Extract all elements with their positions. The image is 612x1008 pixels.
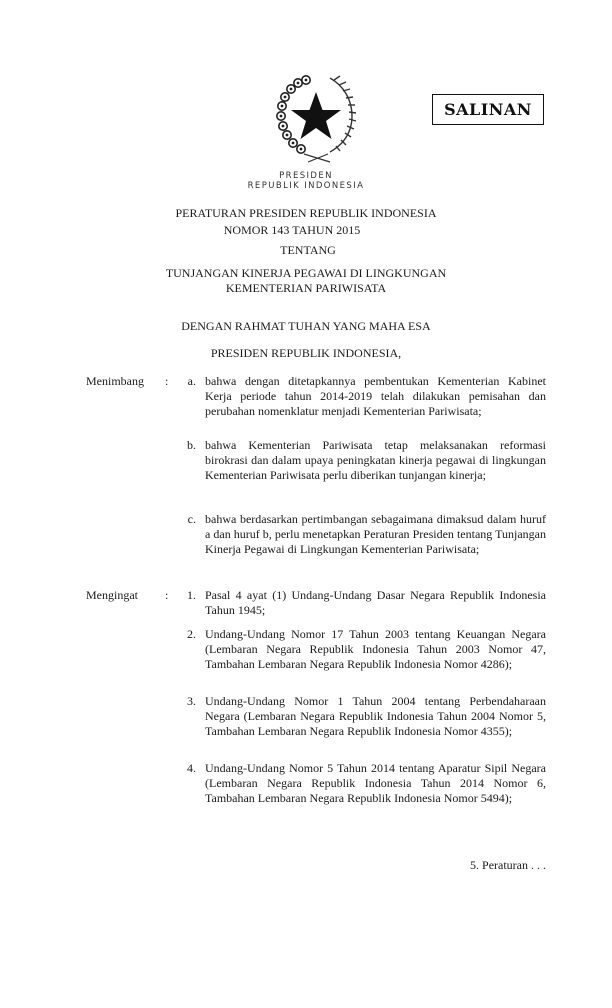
mengingat-label: Mengingat xyxy=(86,588,138,602)
mengingat-colon: : xyxy=(165,588,169,602)
mengingat-item-3: Undang-Undang Nomor 1 Tahun 2004 tentang Perbendaharaan Negara (Lembaran Negara Republik Indonesia Tahun 2004 Nomor 5, Tambahan Lembaran Negara Republik Indonesia Nomor 4355); xyxy=(205,694,546,738)
regulation-title: PERATURAN PRESIDEN REPUBLIK INDONESIA xyxy=(175,206,437,220)
regulation-subject-line2: KEMENTERIAN PARIWISATA xyxy=(225,281,387,295)
mengingat-marker-2: 2. xyxy=(187,627,196,641)
page-continuation: 5. Peraturan . . . xyxy=(470,858,546,872)
menimbang-item-a: bahwa dengan ditetapkannya pembentukan Kementerian Kabinet Kerja periode tahun 2014-2019 telah dilakukan pemisahan dan perubahan nomenklatur menjadi Kementerian Pariwisata; xyxy=(205,374,546,418)
mengingat-marker-4: 4. xyxy=(187,761,196,775)
mengingat-item-2: Undang-Undang Nomor 17 Tahun 2003 tentang Keuangan Negara (Lembaran Negara Republik Indonesia Tahun 2003 Nomor 47, Tambahan Lembaran Negara Republik Indonesia Nomor 4286); xyxy=(205,627,546,671)
regulation-number: NOMOR 143 TAHUN 2015 xyxy=(223,223,361,237)
menimbang-marker-a: a. xyxy=(187,374,196,388)
mengingat-marker-1: 1. xyxy=(187,588,196,602)
menimbang-item-c: bahwa berdasarkan pertimbangan sebagaimana dimaksud dalam huruf a dan huruf b, perlu menetapkan Peraturan Presiden tentang Tunjangan Kinerja Pegawai di Lingkungan Kementerian Pariwisata; xyxy=(205,512,546,556)
menimbang-marker-c: c. xyxy=(187,512,196,526)
mengingat-item-1: Pasal 4 ayat (1) Undang-Undang Dasar Negara Republik Indonesia Tahun 1945; xyxy=(205,588,546,617)
invocation: DENGAN RAHMAT TUHAN YANG MAHA ESA xyxy=(181,319,431,333)
mengingat-marker-3: 3. xyxy=(187,694,196,708)
salinan-label: SALINAN xyxy=(444,100,532,119)
menimbang-label: Menimbang xyxy=(86,374,144,388)
office-line-republic: REPUBLIK INDONESIA xyxy=(247,181,365,191)
menimbang-item-b: bahwa Kementerian Pariwisata tetap melaksanakan reformasi birokrasi dan dalam upaya peningkatan kinerja pegawai di lingkungan Kementerian Pariwisata perlu diberikan tunjangan kinerja; xyxy=(205,438,546,482)
regulation-subject-line1: TUNJANGAN KINERJA PEGAWAI DI LINGKUNGAN xyxy=(165,266,447,280)
menimbang-colon: : xyxy=(165,374,169,388)
salinan-stamp xyxy=(432,94,544,125)
issuer: PRESIDEN REPUBLIK INDONESIA, xyxy=(210,346,402,360)
regulation-about: TENTANG xyxy=(280,243,336,257)
office-line-president: PRESIDEN xyxy=(279,171,333,181)
presidential-emblem-icon xyxy=(272,70,360,166)
mengingat-item-4: Undang-Undang Nomor 5 Tahun 2014 tentang Aparatur Sipil Negara (Lembaran Negara Republik Indonesia Tahun 2014 Nomor 6, Tambahan Lembaran Negara Republik Indonesia Nomor 5494); xyxy=(205,761,546,805)
menimbang-marker-b: b. xyxy=(187,438,196,452)
